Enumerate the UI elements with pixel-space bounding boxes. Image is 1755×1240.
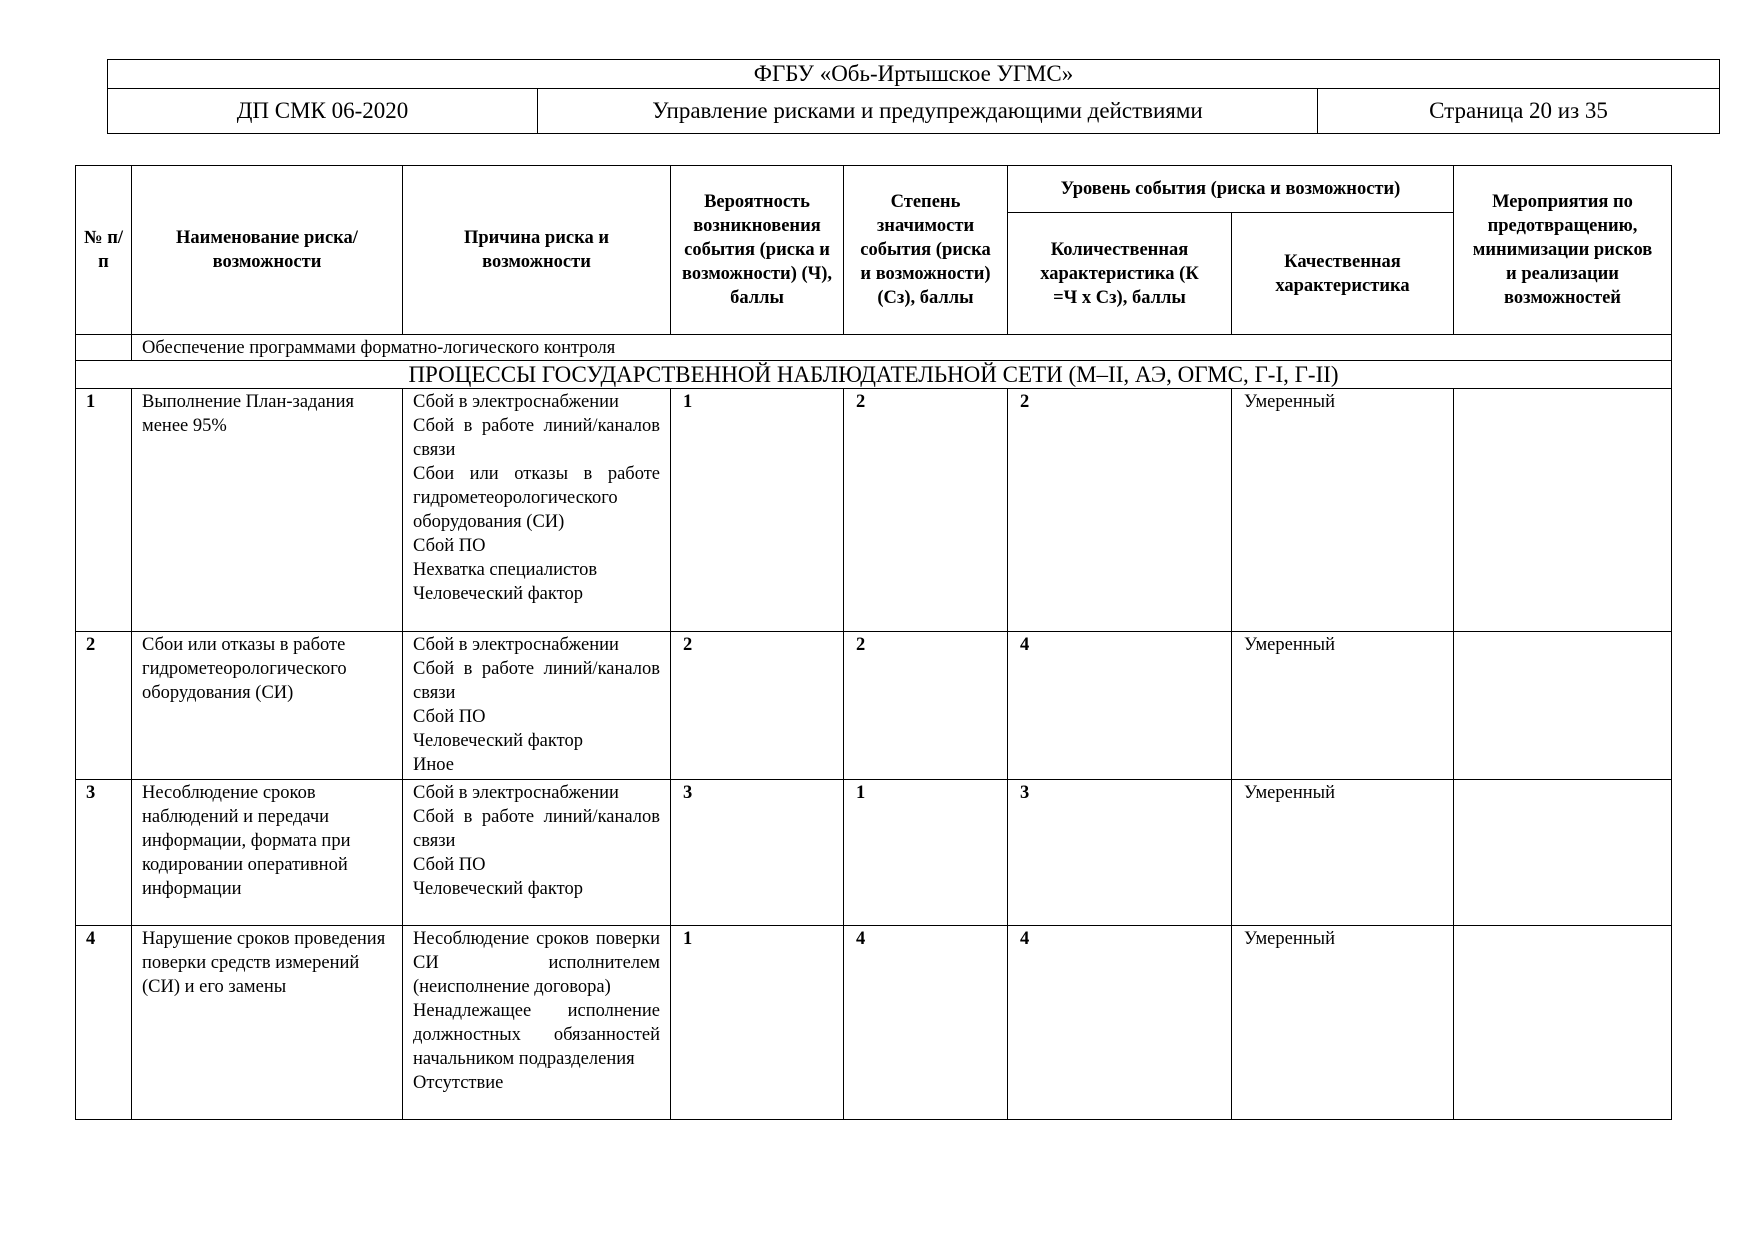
cause-item: Сбой ПО — [413, 855, 486, 875]
page-number: Страница 20 из 35 — [1318, 89, 1720, 134]
col-header-measures: Мероприятия по предотвращению, минимизации рисков и реализации возможностей — [1454, 166, 1672, 335]
risk-causes — [403, 389, 671, 632]
cause-item: Сбой в работе линий/каналов связи — [413, 416, 660, 460]
table-row — [76, 780, 1672, 926]
cause-item: Сбой в работе линий/каналов связи — [413, 807, 660, 851]
measures-cell — [1454, 632, 1672, 780]
probability-value: 1 — [671, 926, 844, 1120]
col-header-level: Уровень события (риска и возможности) — [1008, 166, 1454, 213]
significance-value: 2 — [844, 389, 1008, 632]
organization-name: ФГБУ «Обь-Иртышское УГМС» — [108, 60, 1720, 89]
row-number: 4 — [76, 926, 132, 1120]
qualitative-value: Умеренный — [1232, 780, 1454, 926]
table-row — [76, 632, 1672, 780]
document-header — [107, 59, 1720, 134]
col-header-significance: Степень значимости события (риска и возможности) (Сз), баллы — [844, 166, 1008, 335]
probability-value: 3 — [671, 780, 844, 926]
risk-table — [75, 165, 1672, 1120]
cause-item: Сбой ПО — [413, 536, 486, 556]
significance-value: 1 — [844, 780, 1008, 926]
col-header-qualitative: Качественная характеристика — [1232, 213, 1454, 335]
document-code: ДП СМК 06-2020 — [108, 89, 538, 134]
cause-item: Человеческий фактор — [413, 731, 583, 751]
cause-item: Ненадлежащее исполнение должностных обязанностей начальником подразделения — [413, 1001, 660, 1069]
col-header-num: № п/п — [76, 166, 132, 335]
cause-item: Сбой в электроснабжении — [413, 392, 619, 412]
table-row — [76, 389, 1672, 632]
row-number: 2 — [76, 632, 132, 780]
measures-cell — [1454, 780, 1672, 926]
cause-item: Сбой в электроснабжении — [413, 783, 619, 803]
cause-item: Отсутствие — [413, 1073, 504, 1093]
section-title: ПРОЦЕССЫ ГОСУДАРСТВЕННОЙ НАБЛЮДАТЕЛЬНОЙ СЕТИ (М–II, АЭ, ОГМС, Г-I, Г-II) — [76, 361, 1672, 389]
risk-name: Несоблюдение сроков наблюдений и передачи информации, формата при кодировании оперативной информации — [132, 780, 403, 926]
col-header-cause: Причина риска и возможности — [403, 166, 671, 335]
qualitative-value: Умеренный — [1232, 389, 1454, 632]
quantitative-value: 4 — [1008, 632, 1232, 780]
risk-name: Выполнение План-задания менее 95% — [132, 389, 403, 632]
row-number: 1 — [76, 389, 132, 632]
significance-value: 2 — [844, 632, 1008, 780]
risk-causes — [403, 632, 671, 780]
row-number: 3 — [76, 780, 132, 926]
cause-item: Нехватка специалистов — [413, 560, 598, 580]
measures-cell — [1454, 389, 1672, 632]
risk-causes — [403, 926, 671, 1120]
table-row — [76, 926, 1672, 1120]
quantitative-value: 3 — [1008, 780, 1232, 926]
risk-name: Нарушение сроков проведения поверки средств измерений (СИ) и его замены — [132, 926, 403, 1120]
measures-cell — [1454, 926, 1672, 1120]
probability-value: 1 — [671, 389, 844, 632]
cause-item: Сбой в работе линий/каналов связи — [413, 659, 660, 703]
document-title: Управление рисками и предупреждающими действиями — [538, 89, 1318, 134]
cause-item: Несоблюдение сроков поверки СИ исполнителем (неисполнение договора) — [413, 929, 660, 997]
risk-name: Сбои или отказы в работе гидрометеорологического оборудования (СИ) — [132, 632, 403, 780]
risk-causes — [403, 780, 671, 926]
col-header-probability: Вероятность возникновения события (риска и возможности) (Ч), баллы — [671, 166, 844, 335]
significance-value: 4 — [844, 926, 1008, 1120]
continuation-num-cell — [76, 335, 132, 361]
probability-value: 2 — [671, 632, 844, 780]
qualitative-value: Умеренный — [1232, 632, 1454, 780]
cause-item: Сбои или отказы в работе гидрометеорологического оборудования (СИ) — [413, 464, 660, 532]
col-header-quantitative: Количественная характеристика (К =Ч х Сз), баллы — [1008, 213, 1232, 335]
quantitative-value: 4 — [1008, 926, 1232, 1120]
qualitative-value: Умеренный — [1232, 926, 1454, 1120]
continuation-text: Обеспечение программами форматно-логического контроля — [132, 335, 1672, 361]
cause-item: Человеческий фактор — [413, 584, 583, 604]
cause-item: Иное — [413, 755, 454, 775]
quantitative-value: 2 — [1008, 389, 1232, 632]
cause-item: Человеческий фактор — [413, 879, 583, 899]
cause-item: Сбой ПО — [413, 707, 486, 727]
col-header-name: Наименование риска/возможности — [132, 166, 403, 335]
cause-item: Сбой в электроснабжении — [413, 635, 619, 655]
